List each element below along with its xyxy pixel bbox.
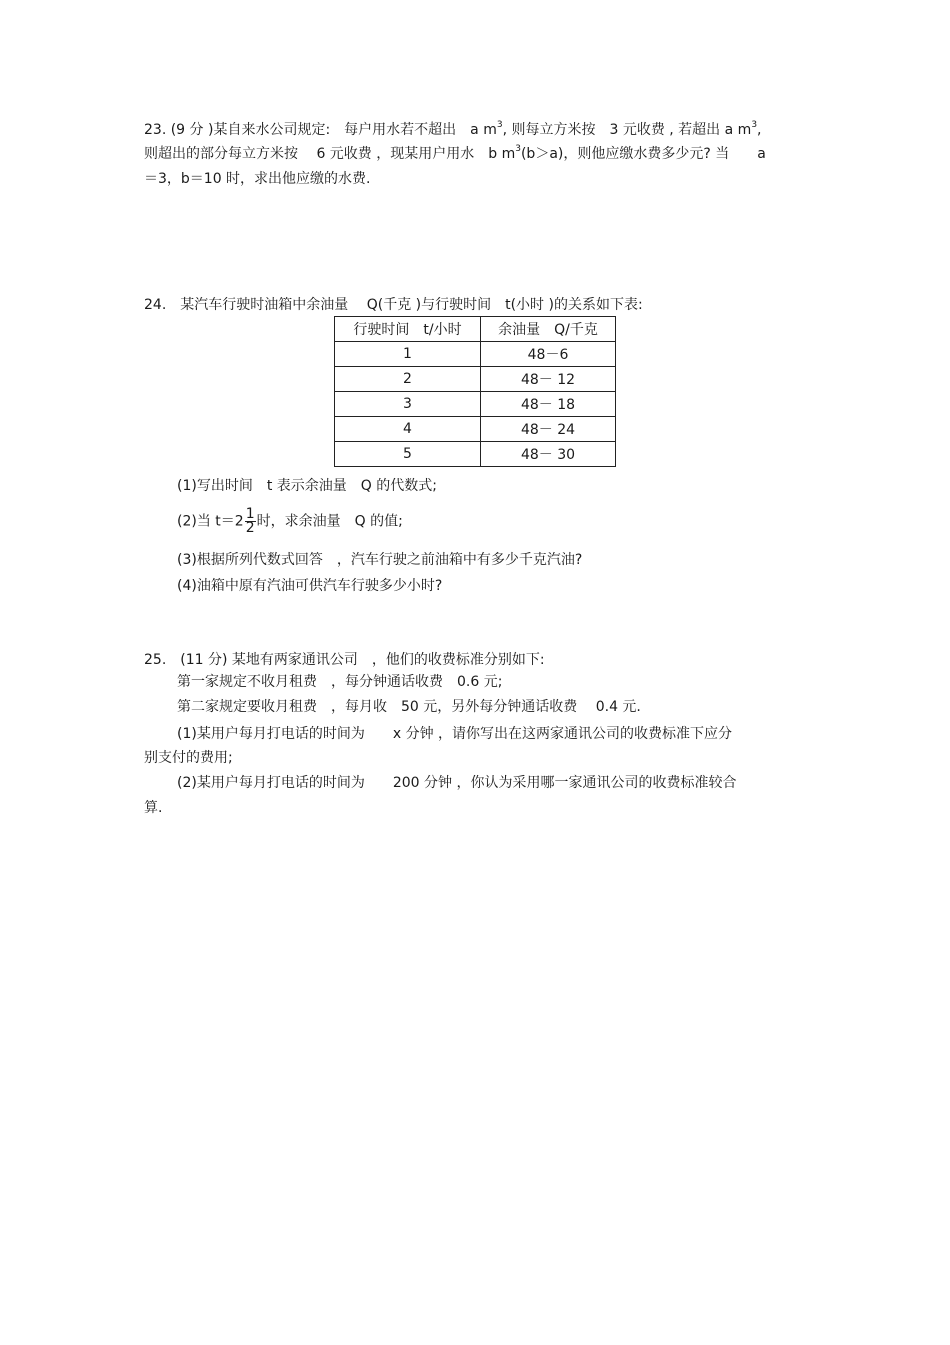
q25-part-1-cont: 别支付的费用; <box>144 750 233 766</box>
table-cell: 48－ 12 <box>481 367 616 392</box>
table-row <box>335 442 616 467</box>
q25-company-1: 第一家规定不收月租费 ，每分钟通话收费 0.6 元; <box>177 674 503 690</box>
q24-part-2: (2)当 t＝2 $\frac{1}{2}$ 时，求余油量 Q 的值; <box>177 506 403 536</box>
q23-line-3: ＝3，b＝10 时，求出他应缴的水费. <box>144 171 371 187</box>
table-header: 行驶时间 t/小时 <box>335 317 481 342</box>
q25-part-1: (1)某用户每月打电话的时间为 x 分钟 ，请你写出在这两家通讯公司的收费标准下应分 <box>177 726 733 742</box>
table-cell: 3 <box>335 392 481 417</box>
q24-part-1: (1)写出时间 t 表示余油量 Q 的代数式; <box>177 478 437 494</box>
table-row <box>335 417 616 442</box>
table-row <box>335 342 616 367</box>
table-cell: 48－ 18 <box>481 392 616 417</box>
q23-line-2: 则超出的部分每立方米按 6 元收费 ，现某用户用水 b $m^3(b>a)$，则他应缴水费多少元? 当 a <box>144 144 766 162</box>
table-cell: 2 <box>335 367 481 392</box>
table-cell: 48－ 24 <box>481 417 616 442</box>
table-row <box>335 367 616 392</box>
table-header-row <box>335 317 616 342</box>
fuel-table <box>334 316 616 467</box>
table-cell: 4 <box>335 417 481 442</box>
q23-line-1: 23. (9 分 )某自来水公司规定: 每户用水若不超出 a $m^3$, 则每立方米按 3 元收费 , 若超出 a $m^3$, <box>144 120 762 138</box>
q24-part-4: (4)油箱中原有汽油可供汽车行驶多少小时? <box>177 578 443 594</box>
table-row <box>335 392 616 417</box>
table-header: 余油量 Q/千克 <box>481 317 616 342</box>
table-cell: 5 <box>335 442 481 467</box>
table-cell: 48－ 30 <box>481 442 616 467</box>
q25-intro: 25. (11 分) 某地有两家通讯公司 ，他们的收费标准分别如下: <box>144 652 545 668</box>
q24-intro: 24. 某汽车行驶时油箱中余油量 Q(千克 )与行驶时间 t(小时 )的关系如下表: <box>144 297 643 313</box>
q25-part-2-cont: 算. <box>144 800 163 816</box>
q25-company-2: 第二家规定要收月租费 ，每月收 50 元，另外每分钟通话收费 0.4 元. <box>177 699 641 715</box>
table-cell: 48－6 <box>481 342 616 367</box>
q25-part-2: (2)某用户每月打电话的时间为 200 分钟 ，你认为采用哪一家通讯公司的收费标准较合 <box>177 775 737 791</box>
table-cell: 1 <box>335 342 481 367</box>
q24-part-3: (3)根据所列代数式回答 ，汽车行驶之前油箱中有多少千克汽油? <box>177 552 583 568</box>
fraction: $\frac{1}{2}$ <box>245 506 255 536</box>
